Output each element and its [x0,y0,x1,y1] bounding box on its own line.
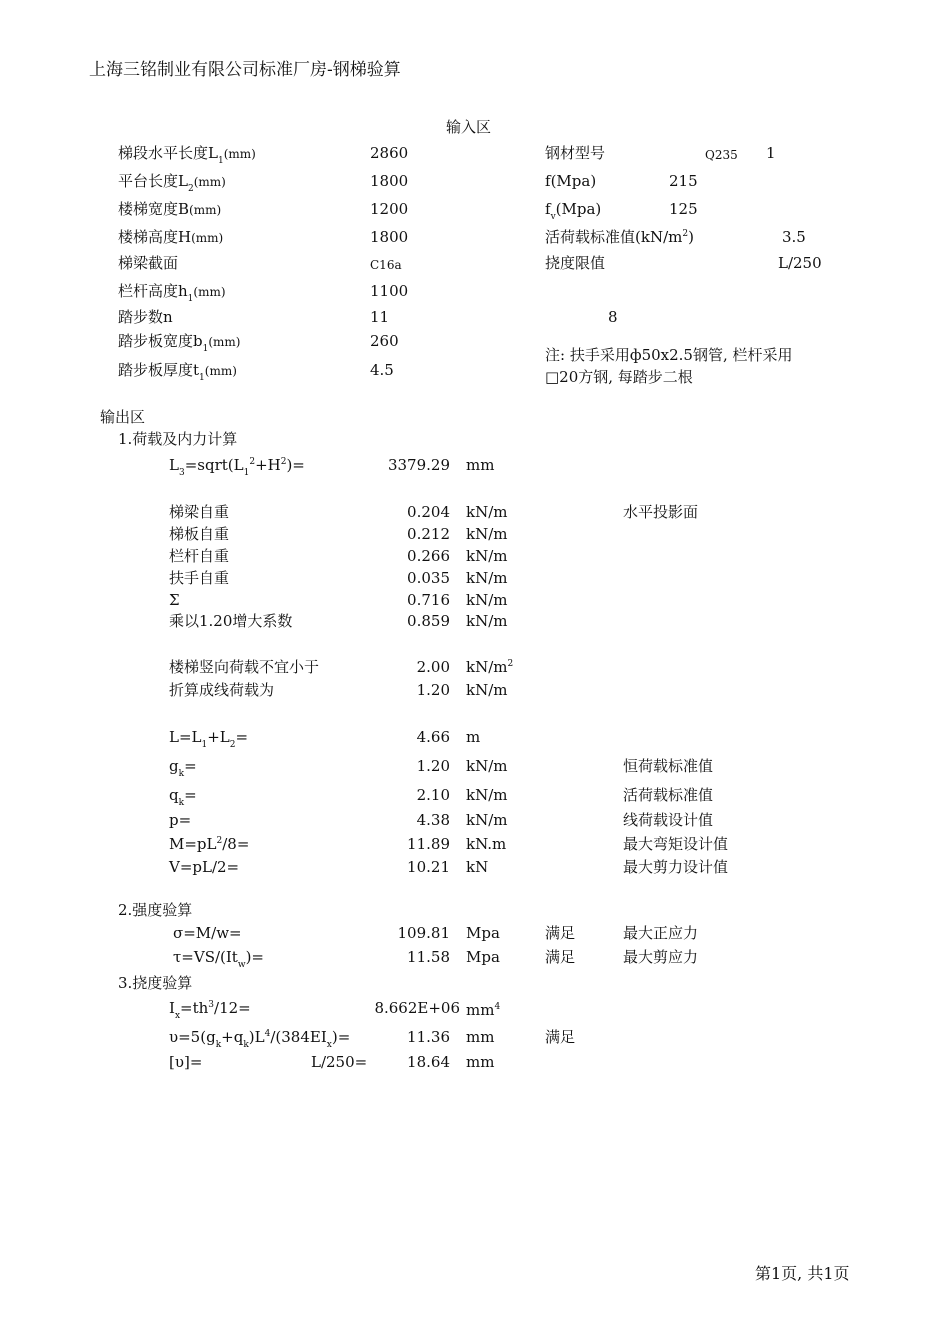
input-value: 1100 [370,282,409,300]
tau-note: 最大剪应力 [623,948,699,966]
deflection-value: 11.36 [407,1028,450,1046]
input-value: 1200 [370,200,409,218]
tau-formula: $\tau=VS/(It_w)=$ [173,948,264,970]
section-2-title: 2.强度验算 [118,901,193,919]
input-label: 楼梯高度H(mm) [118,228,224,246]
load-value: 0.266 [407,547,450,565]
load-label: 梯梁自重 [169,503,230,521]
load-value: 0.716 [407,591,450,609]
vertical-load-label: 楼梯竖向荷载不宜小于 [169,658,320,676]
shear-formula: V=pL/2= [169,858,240,876]
load-label: 栏杆自重 [169,547,230,565]
line-load-unit: kN/m [466,681,508,699]
input-label: 平台长度$L_2(mm)$ [118,172,226,194]
deflection-limit-label: 挠度限值 [545,254,606,272]
steel-code: 1 [766,144,776,162]
input-value: 1800 [370,172,409,190]
qk-formula: $q_k=$ [169,786,197,808]
fv-label: $f_v(Mpa)$ [545,200,602,222]
input-value: 11 [370,308,390,326]
live-load-label: 活荷载标准值$(kN/m^2)$ [545,228,694,246]
f-value: 215 [669,172,698,190]
input-label: 楼梯宽度B(mm) [118,200,222,218]
input-value: 1800 [370,228,409,246]
page-number: 第1页, 共1页 [755,1264,850,1283]
moment-formula: $M=pL^2/8=$ [169,835,250,853]
deflection-formula: $\upsilon=5(g_k+q_k)L^4/(384EI_x)=$ [169,1028,351,1050]
steel-grade: Q235 [705,148,738,162]
page-title: 上海三铭制业有限公司标准厂房-钢梯验算 [89,60,401,80]
input-label: 梯梁截面 [118,254,179,272]
load-value: 0.035 [407,569,450,587]
input-value: 260 [370,332,399,350]
load-unit: kN/m [466,547,508,565]
p-formula: p= [169,811,192,829]
tau-value: 11.58 [407,948,450,966]
load-unit: kN/m [466,503,508,521]
fv-value: 125 [669,200,698,218]
input-heading: 输入区 [446,118,492,136]
section-1-title: 1.荷载及内力计算 [118,430,238,448]
moment-unit: kN.m [466,835,507,853]
gk-unit: kN/m [466,757,508,775]
deflection-limit-value: L/250 [778,254,822,272]
allowable-deflection-expr: L/250= [311,1053,368,1071]
inertia-value: 8.662E+06 [374,999,460,1017]
l3-formula: $L_3=sqrt(L_1^2+H^2)=$ [169,456,305,478]
input-value: 4.5 [370,361,394,379]
load-unit: kN/m [466,591,508,609]
span-unit: m [466,728,481,746]
gk-formula: $g_k=$ [169,757,197,779]
allowable-deflection-unit: mm [466,1053,495,1071]
p-unit: kN/m [466,811,508,829]
shear-note: 最大剪力设计值 [623,858,729,876]
load-unit: kN/m [466,525,508,543]
deflection-unit: mm [466,1028,495,1046]
output-heading: 输出区 [100,408,146,426]
shear-value: 10.21 [407,858,450,876]
inertia-unit: $mm^4$ [466,1001,501,1019]
shear-unit: kN [466,858,489,876]
deflection-status: 满足 [545,1028,576,1046]
input-label: 梯段水平长度$L_1(mm)$ [118,144,256,166]
qk-unit: kN/m [466,786,508,804]
input-label: 踏步数n [118,308,173,326]
sigma-value: 109.81 [397,924,450,942]
steel-type-label: 钢材型号 [545,144,606,162]
load-value: 0.204 [407,503,450,521]
gk-note: 恒荷载标准值 [623,757,714,775]
sigma-unit: Mpa [466,924,500,942]
p-note: 线荷载设计值 [623,811,714,829]
vertical-load-value: 2.00 [416,658,450,676]
input-value: 2860 [370,144,409,162]
moment-note: 最大弯矩设计值 [623,835,729,853]
load-label: 扶手自重 [169,569,230,587]
inertia-formula: $I_x=th^3/12=$ [169,999,251,1021]
tau-unit: Mpa [466,948,500,966]
live-load-value: 3.5 [782,228,806,246]
p-value: 4.38 [416,811,450,829]
note-line-2: □20方钢, 每踏步二根 [545,368,693,386]
moment-value: 11.89 [407,835,450,853]
sigma-note: 最大正应力 [623,924,699,942]
load-label: Σ [169,591,180,609]
l3-value: 3379.29 [387,456,450,474]
line-load-label: 折算成线荷载为 [169,681,275,699]
qk-value: 2.10 [416,786,450,804]
sigma-formula: σ=M/w= [173,924,242,942]
extra-value: 8 [608,308,618,326]
load-unit: kN/m [466,569,508,587]
load-label: 乘以1.20增大系数 [169,612,293,630]
line-load-value: 1.20 [416,681,450,699]
load-note: 水平投影面 [623,503,699,521]
input-label: 栏杆高度$h_1(mm)$ [118,282,226,304]
load-label: 梯板自重 [169,525,230,543]
qk-note: 活荷载标准值 [623,786,714,804]
load-value: 0.859 [407,612,450,630]
allowable-deflection-value: 18.64 [407,1053,450,1071]
f-label: f(Mpa) [545,172,597,190]
allowable-deflection-label: [υ]= [169,1053,203,1071]
load-unit: kN/m [466,612,508,630]
input-label: 踏步板厚度$t_1(mm)$ [118,361,237,383]
l3-unit: mm [466,456,495,474]
sigma-status: 满足 [545,924,576,942]
span-formula: $L=L_1+L_2=$ [169,728,249,750]
note-line-1: 注: 扶手采用ф50x2.5钢管, 栏杆采用 [545,346,793,364]
input-label: 踏步板宽度$b_1(mm)$ [118,332,241,354]
vertical-load-unit: $kN/m^2$ [466,658,514,676]
input-value: C16a [370,258,402,272]
tau-status: 满足 [545,948,576,966]
load-value: 0.212 [407,525,450,543]
section-3-title: 3.挠度验算 [118,974,193,992]
span-value: 4.66 [416,728,450,746]
gk-value: 1.20 [416,757,450,775]
